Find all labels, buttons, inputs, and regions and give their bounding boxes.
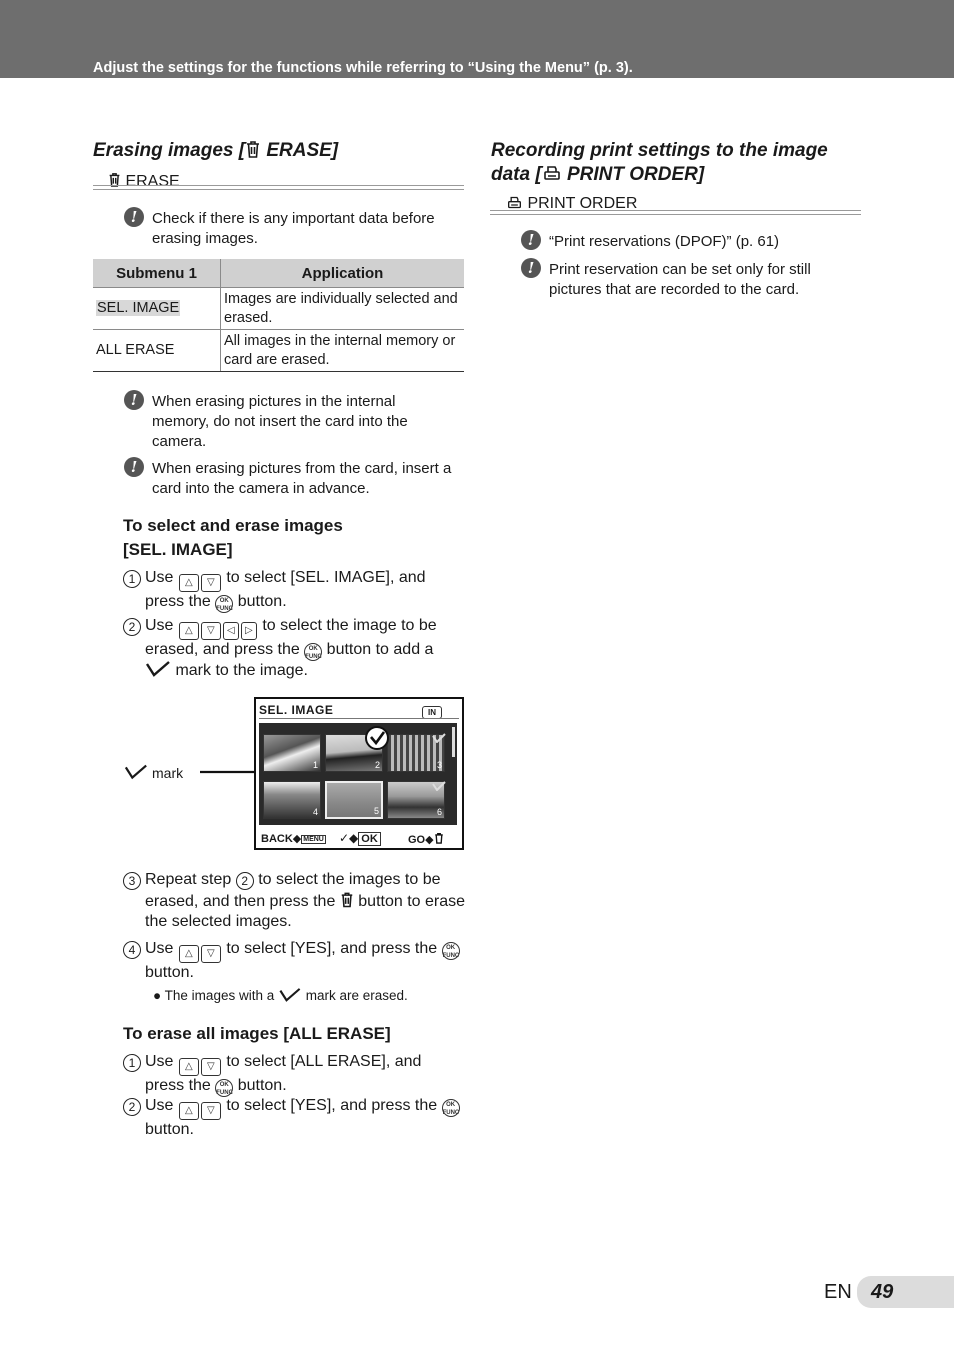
thumbnail[interactable]: 1	[263, 734, 321, 772]
screen-back-hint: BACK◆ MENU	[261, 833, 324, 845]
caution-icon: !	[124, 207, 144, 227]
sel-image-heading: To select and erase images [SEL. IMAGE]	[123, 516, 343, 559]
erase-section-title: Erasing images [ ERASE]	[93, 140, 339, 161]
sel-step-4: Use △ ▽ to select [YES], and press the OK FUNC button.	[145, 940, 460, 981]
check-mark-icon	[364, 725, 390, 751]
caution-icon: !	[124, 457, 144, 477]
step-number: 4	[123, 941, 141, 959]
print-subhead: PRINT ORDER	[506, 195, 637, 213]
ok-func-button-icon: OK FUNC	[442, 1099, 460, 1117]
screen-divider	[259, 718, 459, 719]
erase-caution-1: Check if there is any important data before erasing images.	[152, 210, 435, 247]
erase-submenu-table	[93, 259, 464, 372]
erase-subhead: ERASE	[108, 172, 180, 191]
table-cell-application: Images are individually selected and erased.	[221, 288, 465, 330]
print-subhead-rule	[490, 210, 861, 215]
sel-step-3: Repeat step 2 to select the images to be erased, and then press the button to erase the selected images.	[145, 871, 466, 930]
arrow-keys-icon: △ ▽ ◁ ▷	[178, 617, 258, 634]
table-cell-application: All images in the internal memory or card are erased.	[221, 330, 465, 372]
header-instruction: Adjust the settings for the functions while referring to “Using the Menu” (p. 3).	[93, 60, 633, 76]
thumbnail-selected[interactable]: 5	[325, 781, 383, 819]
table-header: Submenu 1	[93, 259, 221, 288]
arrow-keys-icon: △ ▽	[178, 569, 222, 586]
ok-func-button-icon: OK FUNC	[304, 643, 322, 661]
erase-subhead-rule	[93, 185, 464, 190]
caution-icon: !	[521, 258, 541, 278]
step-number: 2	[123, 618, 141, 636]
check-mark-icon	[432, 733, 446, 743]
arrow-keys-icon: △ ▽	[178, 1053, 222, 1070]
step-number: 1	[123, 1054, 141, 1072]
table-header-row	[93, 259, 464, 288]
step-number: 1	[123, 570, 141, 588]
all-step-2: Use △ ▽ to select [YES], and press the OK FUNC button.	[145, 1097, 460, 1138]
screen-go-hint: GO◆	[408, 832, 444, 846]
page-number: 49	[871, 1281, 894, 1303]
mark-callout-label: mark	[152, 765, 184, 781]
trash-icon	[340, 891, 354, 908]
ok-func-button-icon: OK FUNC	[215, 1079, 233, 1097]
check-mark-icon	[432, 781, 446, 791]
print-caution-1: “Print reservations (DPOF)” (p. 61)	[549, 233, 780, 250]
erase-caution-3: When erasing pictures from the card, insert a card into the camera in advance.	[152, 460, 452, 497]
thumbnail[interactable]: 4	[263, 781, 321, 819]
table-row	[93, 288, 464, 330]
thumbnail[interactable]: 2	[325, 734, 383, 772]
print-caution-2: Print reservation can be set only for still pictures that are recorded to the card.	[549, 261, 811, 298]
screen-ok-hint: ✓◆ OK	[339, 831, 381, 845]
language-label: EN	[824, 1281, 852, 1303]
screen-title: SEL. IMAGE	[259, 703, 334, 717]
caution-icon: !	[521, 230, 541, 250]
ok-func-button-icon: OK FUNC	[215, 595, 233, 613]
trash-icon	[245, 140, 261, 158]
arrow-keys-icon: △ ▽	[178, 940, 222, 957]
step-number: 2	[236, 872, 254, 890]
step-number: 2	[123, 1098, 141, 1116]
print-icon	[506, 195, 523, 210]
check-mark-icon	[124, 764, 148, 780]
thumbnail[interactable]: 3	[387, 734, 445, 772]
caution-icon: !	[124, 390, 144, 410]
camera-screen-sel-image	[254, 697, 464, 850]
trash-icon	[434, 832, 444, 844]
sel-step-1: Use △ ▽ to select [SEL. IMAGE], and press the OK FUNC button.	[145, 569, 426, 612]
ok-func-button-icon: OK FUNC	[442, 942, 460, 960]
internal-memory-badge: IN	[422, 706, 442, 719]
table-header: Application	[221, 259, 465, 288]
table-cell-submenu: ALL ERASE	[93, 330, 221, 372]
all-step-1: Use △ ▽ to select [ALL ERASE], and press the OK FUNC button.	[145, 1053, 422, 1096]
check-mark-icon	[145, 661, 171, 677]
sel-step-2: Use △ ▽ ◁ ▷ to select the image to be erased, and press the OK FUNC button to add a mark to the image.	[145, 617, 437, 679]
check-mark-icon	[278, 988, 302, 1002]
step-number: 3	[123, 872, 141, 890]
all-erase-heading: To erase all images [ALL ERASE]	[123, 1024, 391, 1043]
scrollbar[interactable]	[452, 727, 455, 757]
bullet-note: ● The images with a mark are erased.	[153, 988, 408, 1003]
print-icon	[542, 164, 562, 182]
table-row	[93, 330, 464, 372]
arrow-keys-icon: △ ▽	[178, 1097, 222, 1114]
table-cell-submenu: SEL. IMAGE	[93, 288, 221, 330]
print-section-title: Recording print settings to the image data [ PRINT ORDER]	[491, 140, 828, 185]
thumbnail[interactable]: 6	[387, 781, 445, 819]
erase-caution-2: When erasing pictures in the internal memory, do not insert the card into the camera.	[152, 393, 408, 450]
